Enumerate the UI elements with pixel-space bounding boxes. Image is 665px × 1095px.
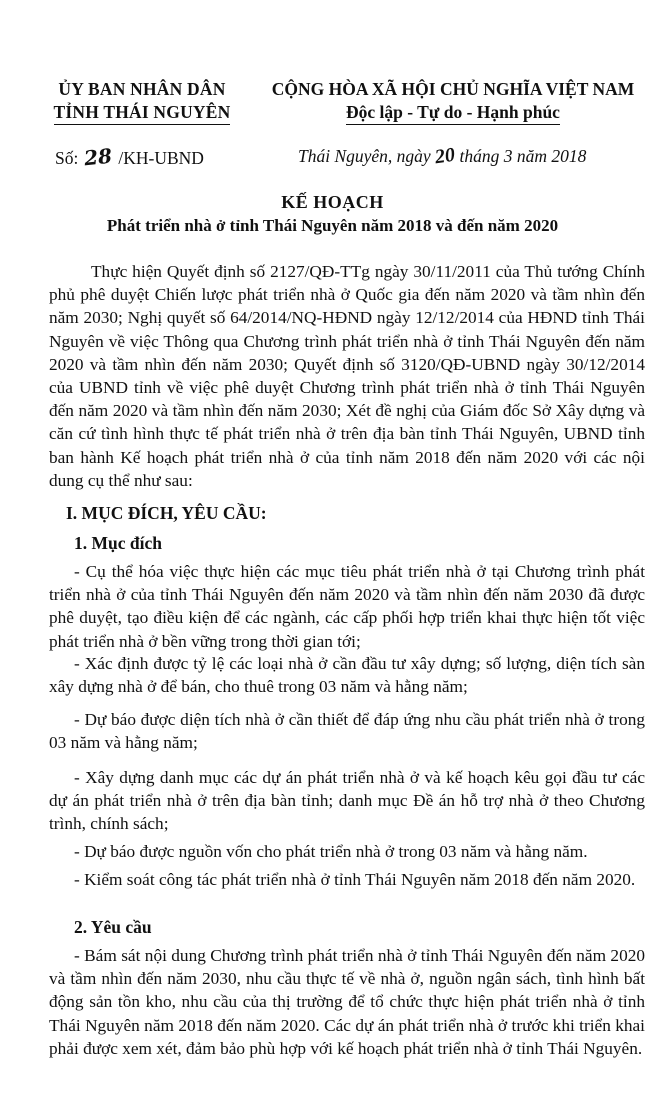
authority-line-2: TỈNH THÁI NGUYÊN [54, 101, 231, 125]
authority-line-1: ỦY BAN NHÂN DÂN [58, 79, 226, 99]
handwritten-doc-number: 28 [83, 143, 114, 171]
document-subtitle: Phát triển nhà ở tỉnh Thái Nguyên năm 2018 và đến năm 2020 [106, 216, 559, 235]
issuing-authority [52, 78, 232, 125]
national-motto [258, 78, 648, 125]
intro-paragraph: Thực hiện Quyết định số 2127/QĐ-TTg ngày 30/11/2011 của Thủ tướng Chính phủ phê duyệt Chiến lược phát triển nhà ở Quốc gia đến năm 2020 và tầm nhìn đến năm 2030; Nghị quyết số 64/2014/NQ-HĐND ngày 12/12/2014 của HĐND tỉnh Thái Nguyên về việc Thông qua Chương trình phát triển nhà ở tỉnh Thái Nguyên đến năm 2020 và tầm nhìn đến năm 2030; Quyết định số 3120/QĐ-UBND ngày 30/12/2014 của UBND tỉnh về việc phê duyệt Chương trình phát triển nhà ở tỉnh Thái Nguyên đến năm 2020 và tầm nhìn đến năm 2030; Xét đề nghị của Giám đốc Sở Xây dựng và căn cứ tình hình thực tế phát triển nhà ở trên địa bàn tỉnh Thái Nguyên, UBND tỉnh ban hành Kế hoạch phát triển nhà ở của tỉnh năm 2018 đến năm 2020 với các nội dung cụ thể như sau: [49, 262, 645, 490]
section-1-heading: I. MỤC ĐÍCH, YÊU CẦU: [66, 503, 267, 523]
subsection-1-heading: 1. Mục đích [74, 533, 162, 553]
purpose-item: - Cụ thể hóa việc thực hiện các mục tiêu phát triển nhà ở tại Chương trình phát triển nhà ở của tỉnh Thái Nguyên đến năm 2020 và tầm nhìn đến năm 2030 đã được phê duyệt, tạo điều kiện để các ngành, các cấp phối hợp triển khai thực hiện tốt việc phát triển nhà ở bền vững trong thời gian tới; [49, 562, 645, 651]
issue-date [298, 145, 586, 168]
document-title: KẾ HOẠCH [281, 192, 384, 212]
purpose-item: - Dự báo được nguồn vốn cho phát triển nhà ở trong 03 năm và hằng năm. [74, 842, 588, 861]
date-suffix: tháng 3 năm 2018 [455, 146, 587, 166]
country-name: CỘNG HÒA XÃ HỘI CHỦ NGHĨA VIỆT NAM [271, 79, 635, 99]
motto-line: Độc lập - Tự do - Hạnh phúc [346, 101, 560, 125]
date-prefix: Thái Nguyên, ngày [298, 146, 436, 166]
requirement-item: - Bám sát nội dung Chương trình phát triển nhà ở tỉnh Thái Nguyên đến năm 2020 và tầm nhìn đến năm 2030, nhu cầu thực tế về nhà ở, nguồn ngân sách, tình hình bất động sản tồn kho, nhu cầu của thị trường để tổ chức thực hiện phát triển nhà ở tỉnh Thái Nguyên năm 2018 đến năm 2020. Các dự án phát triển nhà ở trước khi triển khai phải được xem xét, đảm bảo phù hợp với kế hoạch phát triển nhà ở tỉnh Thái Nguyên. [49, 946, 645, 1058]
purpose-item: - Xác định được tỷ lệ các loại nhà ở cần đầu tư xây dựng; số lượng, diện tích sàn xây dựng nhà ở để bán, cho thuê trong 03 năm và hằng năm; [49, 654, 645, 697]
doc-number-prefix: Số: [55, 148, 79, 168]
handwritten-day: 20 [433, 143, 457, 169]
doc-number-suffix: /KH-UBND [118, 148, 204, 168]
purpose-item: - Kiểm soát công tác phát triển nhà ở tỉnh Thái Nguyên năm 2018 đến năm 2020. [74, 870, 636, 889]
purpose-item: - Xây dựng danh mục các dự án phát triển nhà ở và kế hoạch kêu gọi đầu tư các dự án phát triển nhà ở trên địa bàn tỉnh; danh mục Đề án hỗ trợ nhà ở theo Chương trình, chính sách; [49, 768, 645, 834]
document-number [55, 145, 204, 169]
subsection-2-heading: 2. Yêu cầu [74, 917, 152, 937]
purpose-item: - Dự báo được diện tích nhà ở cần thiết để đáp ứng nhu cầu phát triển nhà ở trong 03 năm và hằng năm; [49, 710, 645, 753]
